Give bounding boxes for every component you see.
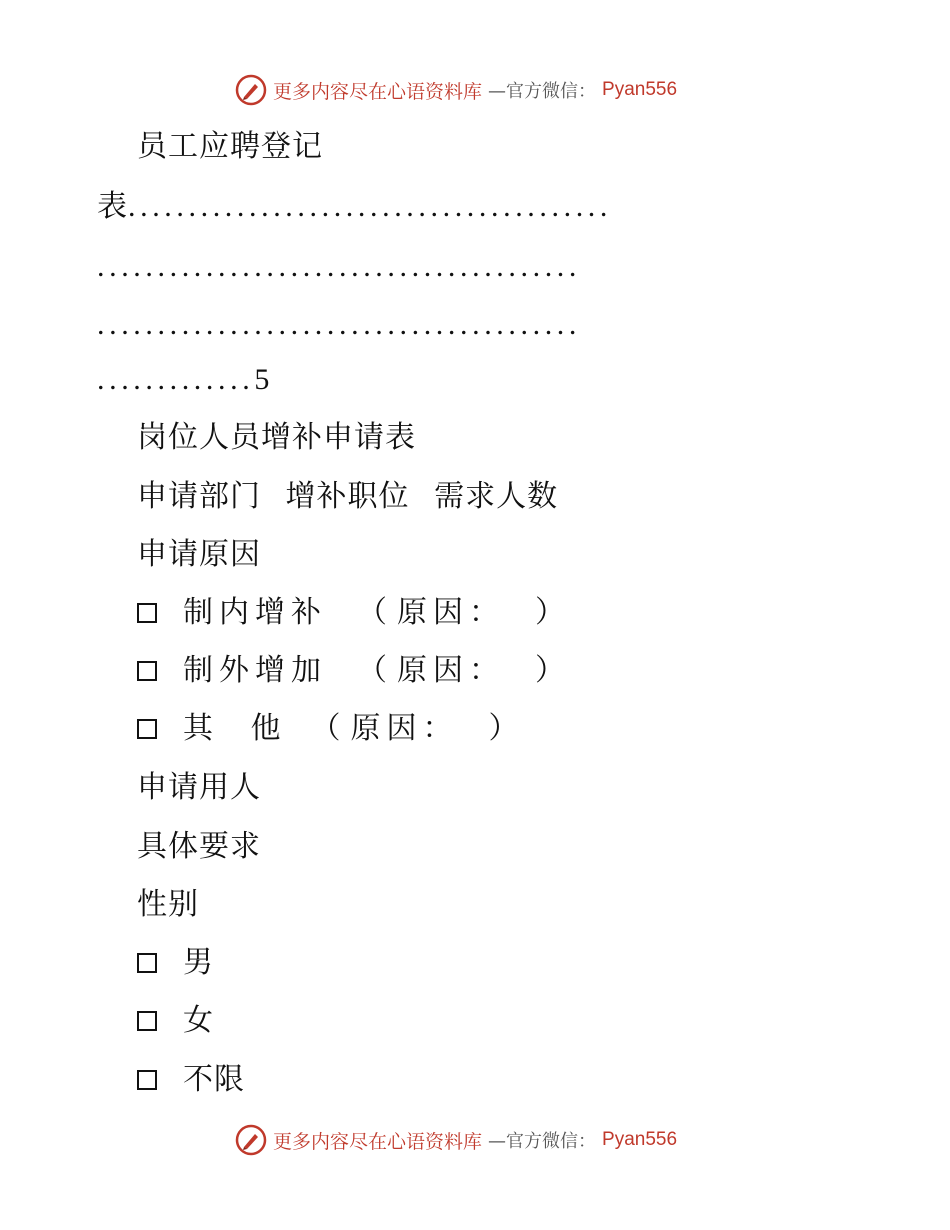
toc-dots-line3: [97, 305, 581, 345]
toc-title-line1: 员工应聘登记: [137, 129, 323, 164]
form-title: 岗位人员增补申请表: [137, 420, 416, 455]
reason-option-label: 制内增补: [183, 595, 327, 630]
reason-option-external[interactable]: [137, 651, 569, 691]
watermark-wechat-id: Pyan556: [602, 1129, 678, 1150]
toc-page-number: 5: [254, 363, 271, 396]
pen-logo-icon: [235, 74, 267, 106]
paren-open: （: [357, 653, 391, 688]
applicant-label: 申请用人: [137, 770, 261, 805]
checkbox-male[interactable]: [137, 953, 157, 973]
checkbox-external[interactable]: [137, 661, 157, 681]
field-position-label: 增补职位: [285, 479, 410, 514]
reason-text: 原因：: [350, 711, 459, 746]
paren-open: （: [357, 595, 391, 630]
gender-option-any[interactable]: [137, 1060, 245, 1100]
paren-close: ）: [488, 711, 523, 746]
checkbox-any[interactable]: [137, 1070, 157, 1090]
reason-text: 原因：: [397, 595, 505, 630]
toc-dots-line4: [97, 360, 270, 400]
reason-option-label: 制外增加: [183, 653, 327, 688]
watermark-main-text: 更多内容尽在心语资料库: [273, 80, 483, 103]
watermark-wechat-id: Pyan556: [602, 79, 678, 100]
header-watermark: [235, 73, 677, 107]
field-headcount-label: 需求人数: [434, 479, 559, 514]
reason-option-other[interactable]: [137, 709, 523, 749]
toc-dots-line2: [97, 247, 581, 287]
paren-close: ）: [535, 595, 569, 630]
toc-title-line2: [97, 187, 612, 227]
paren-close: ）: [535, 653, 569, 688]
checkbox-other[interactable]: [137, 719, 157, 739]
gender-option-female[interactable]: [137, 1001, 214, 1041]
toc-title-line2-start: 表: [97, 189, 128, 224]
reason-option-internal[interactable]: [137, 593, 569, 633]
toc-dots-2: ........................................: [97, 250, 581, 283]
footer-watermark: [235, 1123, 677, 1157]
reason-option-label: 其 他: [183, 711, 295, 746]
watermark-suffix-text: —官方微信：: [488, 81, 597, 102]
checkbox-internal[interactable]: [137, 603, 157, 623]
gender-option-male[interactable]: [137, 943, 214, 983]
watermark-suffix-text: —官方微信：: [488, 1131, 597, 1152]
toc-dots-3: ........................................: [97, 308, 581, 341]
gender-option-label: 女: [183, 1003, 214, 1038]
reason-label: 申请原因: [137, 537, 261, 572]
checkbox-female[interactable]: [137, 1011, 157, 1031]
pen-logo-icon: [235, 1124, 267, 1156]
toc-dots-4: .............: [97, 363, 255, 396]
gender-option-label: 男: [183, 945, 214, 980]
field-department-label: 申请部门: [137, 479, 261, 514]
reason-text: 原因：: [397, 653, 505, 688]
form-header-fields: [137, 477, 558, 517]
paren-open: （: [310, 711, 345, 746]
requirements-label: 具体要求: [137, 829, 261, 864]
gender-label: 性别: [137, 887, 199, 922]
gender-option-label: 不限: [183, 1062, 245, 1097]
watermark-main-text: 更多内容尽在心语资料库: [273, 1130, 483, 1153]
toc-dots-1: ........................................: [128, 190, 612, 223]
